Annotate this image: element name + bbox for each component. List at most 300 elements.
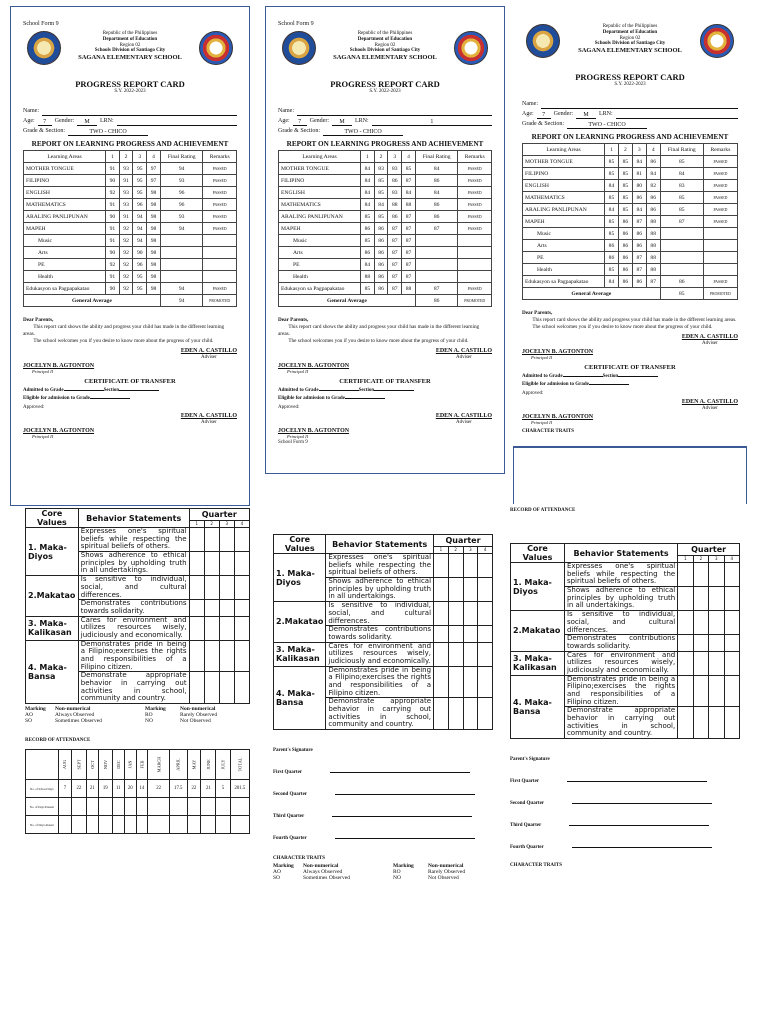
- name-label: Name:: [278, 108, 294, 114]
- quarter-rating-cell: [463, 602, 478, 626]
- grade-cell: 87: [402, 175, 416, 187]
- quarter-rating-cell: [448, 626, 463, 642]
- remarks-cell: PASSED: [703, 180, 737, 192]
- attendance-cell: [148, 816, 170, 834]
- core-values-header-row: [511, 544, 740, 556]
- grade-cell: 98: [147, 271, 161, 283]
- quarter-rating-cell: [189, 616, 204, 640]
- quarter-rating-cell: [434, 642, 449, 666]
- grade-label: Grade & Section:: [278, 128, 320, 134]
- marking-entry: Rarely Observed: [180, 712, 218, 719]
- grade-cell: 85: [605, 228, 619, 240]
- quarter-rating-cell: [204, 616, 219, 640]
- grades-row: [523, 276, 738, 288]
- quarter-rating-cell: [434, 554, 449, 578]
- signature-line: [335, 794, 475, 795]
- attendance-cell: [99, 798, 112, 816]
- learning-area: ENGLISH: [523, 180, 605, 192]
- attendance-month-header: [216, 750, 230, 780]
- core-value-name: 1. Maka-Diyos: [274, 554, 326, 602]
- quarter-number: 3: [219, 520, 234, 527]
- remarks-cell: PASSED: [203, 199, 237, 211]
- quarter-rating-cell: [463, 578, 478, 602]
- grade-cell: 93: [119, 163, 133, 175]
- grade-cell: [415, 247, 458, 259]
- attendance-month-header: [99, 750, 112, 780]
- approved-label: Approved:: [522, 391, 544, 397]
- marking-entry: AO: [273, 869, 281, 876]
- school-seal-icon: [199, 31, 233, 65]
- month-label: APRIL: [175, 758, 181, 771]
- core-value-row: [274, 642, 493, 666]
- grade-cell: 84: [632, 156, 646, 168]
- school-year: S.Y. 2022-2023: [114, 89, 146, 94]
- remarks-cell: [203, 235, 237, 247]
- learning-area: MATHEMATICS: [279, 199, 361, 211]
- grade-cell: 86: [605, 240, 619, 252]
- quarter-rating-cell: [678, 587, 693, 611]
- age-label: Age:: [278, 118, 290, 124]
- grade-cell: 86: [374, 283, 388, 295]
- attendance-month-header: [72, 750, 86, 780]
- month-label: SEPT: [76, 759, 82, 770]
- attendance-cell: [136, 798, 148, 816]
- attendance-table: [25, 749, 250, 834]
- quarter-number: 3: [463, 546, 478, 553]
- core-values-table: [273, 534, 493, 730]
- quarter-rating-cell: [434, 698, 449, 730]
- learning-area: MATHEMATICS: [24, 199, 106, 211]
- grade-cell: 84: [374, 199, 388, 211]
- grades-header-row: [24, 151, 237, 163]
- grade-cell: 94: [160, 163, 203, 175]
- school-name: SAGANA ELEMENTARY SCHOOL: [78, 54, 182, 61]
- grade-cell: 86: [646, 204, 660, 216]
- grade-cell: 90: [106, 283, 120, 295]
- learning-area: Health: [523, 264, 605, 276]
- grade-cell: 87: [632, 264, 646, 276]
- letter-paragraph: This report card shows the ability and progress your child has made in the different learning areas.: [23, 324, 225, 338]
- grade-cell: 84: [361, 259, 375, 271]
- quarter-label: Second Quarter: [273, 792, 308, 798]
- month-label: JULY: [220, 759, 226, 770]
- quarter-rating-cell: [724, 611, 739, 635]
- learning-area: MOTHER TONGUE: [523, 156, 605, 168]
- gender-value: M: [576, 110, 596, 119]
- core-value-name: 2.Makatao: [511, 611, 565, 651]
- learning-area: MAPEH: [279, 223, 361, 235]
- grade-cell: 86: [388, 175, 402, 187]
- behavior-statement: Is sensitive to individual, social, and cultural differences.: [78, 576, 189, 600]
- quarter-rating-cell: [478, 602, 493, 626]
- quarter-label: Third Quarter: [273, 814, 305, 820]
- grade-cell: [160, 247, 203, 259]
- learning-area: ENGLISH: [24, 187, 106, 199]
- general-average-row: [279, 295, 492, 307]
- grade-cell: 86: [632, 228, 646, 240]
- quarter-rating-cell: [724, 587, 739, 611]
- grades-row: [279, 271, 492, 283]
- core-value-row: [511, 611, 740, 635]
- remarks-cell: PASSED: [203, 223, 237, 235]
- report-card-3: [510, 6, 750, 506]
- adviser-role: Adviser: [455, 355, 472, 361]
- header-line: Department of Education: [602, 29, 658, 35]
- grade-cell: 87: [632, 216, 646, 228]
- principal-role: Principal II: [531, 355, 553, 361]
- quarter-number: 3: [709, 555, 724, 562]
- general-average-value: 94: [160, 295, 203, 307]
- remarks-cell: PASSED: [458, 223, 492, 235]
- grades-column-header: Final Rating: [160, 151, 203, 163]
- learning-area: Edukasyon sa Pagpapakatao: [523, 276, 605, 288]
- attendance-row-label: No. of Days Present: [26, 798, 59, 816]
- adviser-name: EDEN A. CASTILLO: [681, 334, 738, 341]
- behavior-statement: Shows adherence to ethical principles by upholding truth in all undertakings.: [78, 552, 189, 576]
- quarter-rating-cell: [448, 666, 463, 698]
- name-label: Name:: [23, 108, 39, 114]
- attendance-cell: [125, 816, 137, 834]
- marking-heading: Marking: [393, 863, 414, 870]
- grade-cell: 86: [388, 211, 402, 223]
- attendance-month-header: [112, 750, 125, 780]
- grade-cell: 98: [147, 259, 161, 271]
- age-label: Age:: [23, 118, 35, 124]
- remarks-cell: PASSED: [203, 187, 237, 199]
- core-value-name: 4. Maka-Bansa: [511, 675, 565, 739]
- quarter-rating-cell: [234, 600, 249, 616]
- character-traits-label: CHARACTER TRAITS: [273, 856, 326, 862]
- attendance-month-header: [201, 750, 216, 780]
- core-value-name: 3. Maka-Kalikasan: [26, 616, 79, 640]
- quarter-header: Quarter: [189, 509, 249, 521]
- grades-column-header: Learning Areas: [523, 144, 605, 156]
- grades-table: [278, 150, 492, 307]
- quarter-rating-cell: [463, 626, 478, 642]
- grades-row: [523, 192, 738, 204]
- learning-area: Music: [24, 235, 106, 247]
- certificate-title: CERTIFICATE OF TRANSFER: [339, 378, 431, 386]
- learning-area: ARALING PANLIPUNAN: [24, 211, 106, 223]
- grade-cell: 98: [147, 187, 161, 199]
- core-values-table: [25, 508, 250, 704]
- name-value: [541, 100, 738, 109]
- name-value: [42, 107, 237, 116]
- grade-cell: 87: [388, 247, 402, 259]
- quarter-label: Fourth Quarter: [510, 845, 544, 851]
- student-info: [23, 106, 237, 136]
- grade-cell: 92: [106, 259, 120, 271]
- quarter-rating-cell: [219, 640, 234, 672]
- month-label: DEC: [115, 759, 121, 769]
- age-value: 7: [293, 117, 307, 126]
- core-value-row: [26, 576, 250, 600]
- grade-cell: [660, 252, 703, 264]
- quarter-rating-cell: [234, 640, 249, 672]
- report-card-1: [10, 6, 250, 506]
- attendance-cell: 14: [136, 780, 148, 798]
- remarks-cell: PASSED: [458, 199, 492, 211]
- grade-cell: 98: [147, 211, 161, 223]
- core-value-name: 4. Maka-Bansa: [26, 640, 79, 704]
- school-name: SAGANA ELEMENTARY SCHOOL: [578, 47, 682, 54]
- student-info: [522, 99, 738, 129]
- attendance-cell: 5: [216, 780, 230, 798]
- quarter-rating-cell: [709, 635, 724, 651]
- grade-cell: 87: [402, 271, 416, 283]
- attendance-cell: [112, 798, 125, 816]
- grade-cell: 85: [605, 168, 619, 180]
- grades-row: [523, 216, 738, 228]
- grade-cell: 92: [119, 223, 133, 235]
- school-year: S.Y. 2022-2023: [614, 82, 646, 87]
- learning-area: Edukasyon sa Pagpapakatao: [279, 283, 361, 295]
- core-values-header-row: [26, 509, 250, 521]
- signature-line: [332, 816, 472, 817]
- behavior-statement: Demonstrates contributions towards solidarity.: [326, 626, 434, 642]
- attendance-cell: 22: [72, 780, 86, 798]
- grade-cell: 91: [106, 199, 120, 211]
- grade-cell: 87: [388, 259, 402, 271]
- grade-cell: 84: [605, 276, 619, 288]
- marking-entry: NO: [145, 718, 153, 725]
- attendance-cell: [86, 798, 99, 816]
- behavior-statement: Demonstrates contributions towards solidarity.: [78, 600, 189, 616]
- parent-signature-line: [273, 806, 493, 828]
- header-line: Schools Division of Santiago City: [94, 48, 166, 54]
- remarks-cell: PASSED: [703, 216, 737, 228]
- attendance-cell: [99, 816, 112, 834]
- marking-entry: SO: [273, 875, 281, 882]
- attendance-cell: 17.5: [170, 780, 187, 798]
- learning-area: PE: [279, 259, 361, 271]
- principal-signature-2: [278, 428, 492, 440]
- header-line: Schools Division of Santiago City: [594, 41, 666, 47]
- attendance-month-header: [136, 750, 148, 780]
- principal-signature: [23, 363, 237, 375]
- core-values-page-1: [25, 508, 250, 834]
- grades-row: [523, 204, 738, 216]
- remarks-cell: [203, 247, 237, 259]
- letter-paragraph: The school welcomes you if you desire to know more about the progress of your child.: [33, 338, 214, 345]
- remarks-cell: PASSED: [203, 283, 237, 295]
- marking-heading: Marking: [25, 706, 46, 713]
- remarks-cell: PASSED: [703, 156, 737, 168]
- grade-cell: 87: [388, 271, 402, 283]
- gender-label: Gender:: [54, 118, 74, 124]
- grades-row: [24, 199, 237, 211]
- quarter-rating-cell: [434, 666, 449, 698]
- age-value: 7: [537, 110, 551, 119]
- behavior-statement: Demonstrates pride in being a Filipino;exercises the rights and responsibilities of a Filipino citizen.: [564, 675, 677, 707]
- quarter-rating-cell: [448, 698, 463, 730]
- grade-cell: 87: [660, 216, 703, 228]
- marking-entry: Not Observed: [180, 718, 211, 725]
- grades-column-header: Remarks: [458, 151, 492, 163]
- quarter-rating-cell: [463, 666, 478, 698]
- grade-cell: 95: [133, 271, 147, 283]
- attendance-cell: [72, 798, 86, 816]
- quarter-rating-cell: [709, 587, 724, 611]
- grades-column-header: 1: [106, 151, 120, 163]
- attendance-cell: 22: [187, 780, 201, 798]
- grade-cell: 88: [646, 240, 660, 252]
- character-traits-label: CHARACTER TRAITS: [522, 429, 575, 435]
- grade-cell: 85: [361, 283, 375, 295]
- form-label: School Form 9: [23, 21, 59, 27]
- adviser-role: Adviser: [701, 406, 718, 412]
- quarter-rating-cell: [189, 672, 204, 704]
- adviser-name: EDEN A. CASTILLO: [681, 399, 738, 406]
- learning-area: Music: [523, 228, 605, 240]
- quarter-rating-cell: [478, 666, 493, 698]
- gender-value: M: [332, 117, 352, 126]
- grade-cell: 94: [160, 223, 203, 235]
- attendance-title: RECORD OF ATTENDANCE: [510, 508, 576, 513]
- attendance-month-header: [230, 750, 249, 780]
- certificate-title: CERTIFICATE OF TRANSFER: [84, 378, 176, 386]
- attendance-cell: 201.5: [230, 780, 249, 798]
- grades-row: [523, 168, 738, 180]
- grade-cell: 95: [133, 283, 147, 295]
- grade-cell: [660, 264, 703, 276]
- quarter-number: 1: [189, 520, 204, 527]
- grade-cell: 84: [361, 187, 375, 199]
- grade-cell: 92: [119, 283, 133, 295]
- grade-cell: 85: [618, 204, 632, 216]
- grade-cell: 85: [605, 264, 619, 276]
- grade-cell: 96: [160, 199, 203, 211]
- grade-cell: [160, 259, 203, 271]
- quarter-rating-cell: [219, 600, 234, 616]
- core-values-header-row: [274, 535, 493, 547]
- learning-area: MAPEH: [523, 216, 605, 228]
- grade-cell: [415, 259, 458, 271]
- grade-cell: 91: [106, 223, 120, 235]
- school-seal-icon: [454, 31, 488, 65]
- learning-area: FILIPINO: [279, 175, 361, 187]
- quarter-rating-cell: [724, 635, 739, 651]
- quarter-rating-cell: [709, 651, 724, 675]
- attendance-row-label: No. of School Days: [26, 780, 59, 798]
- principal-name: JOCELYN B. AGTONTON: [278, 428, 350, 435]
- remarks-cell: PASSED: [458, 175, 492, 187]
- quarter-rating-cell: [234, 528, 249, 552]
- core-value-row: [26, 616, 250, 640]
- remarks-cell: PASSED: [203, 163, 237, 175]
- lrn-value: [117, 117, 237, 126]
- learning-area: Edukasyon sa Pagpapakatao: [24, 283, 106, 295]
- adviser-signature: [522, 334, 738, 346]
- grade-cell: 95: [133, 163, 147, 175]
- quarter-rating-cell: [219, 552, 234, 576]
- grade-cell: 84: [361, 163, 375, 175]
- grade-cell: 85: [361, 235, 375, 247]
- grades-column-header: 4: [147, 151, 161, 163]
- grade-cell: 85: [660, 192, 703, 204]
- age-value: 7: [38, 117, 52, 126]
- quarter-rating-cell: [463, 554, 478, 578]
- remarks-cell: [203, 259, 237, 271]
- adviser-role: Adviser: [200, 355, 217, 361]
- grades-column-header: 3: [133, 151, 147, 163]
- quarter-rating-cell: [709, 707, 724, 739]
- quarter-number: 2: [204, 520, 219, 527]
- attendance-cell: [170, 798, 187, 816]
- quarter-rating-cell: [678, 707, 693, 739]
- section-label: Section: [602, 374, 619, 380]
- adviser-signature-2: [522, 399, 738, 411]
- grade-cell: 84: [605, 204, 619, 216]
- learning-area: FILIPINO: [523, 168, 605, 180]
- behavior-statement: Demonstrate appropriate behavior in carrying out activities in school, community and country.: [78, 672, 189, 704]
- behavior-header: Behavior Statements: [78, 509, 189, 528]
- marking-entry: Sometimes Observed: [55, 718, 102, 725]
- grade-cell: 86: [618, 216, 632, 228]
- principal-signature: [278, 363, 492, 375]
- grade-cell: 86: [618, 240, 632, 252]
- learning-area: PE: [24, 259, 106, 271]
- admitted-line: [522, 371, 738, 379]
- general-average-label: General Average: [279, 295, 416, 307]
- grades-column-header: Remarks: [703, 144, 737, 156]
- attendance-cell: [72, 816, 86, 834]
- attendance-cell: 20: [125, 780, 137, 798]
- grade-cell: 88: [646, 216, 660, 228]
- learning-area: ARALING PANLIPUNAN: [279, 211, 361, 223]
- grade-cell: 97: [147, 163, 161, 175]
- grade-cell: 87: [388, 283, 402, 295]
- quarter-rating-cell: [478, 642, 493, 666]
- attendance-cell: [112, 816, 125, 834]
- report-title: REPORT ON LEARNING PROGRESS AND ACHIEVEMENT: [286, 140, 484, 148]
- eligible-line: [278, 393, 492, 401]
- quarter-rating-cell: [204, 672, 219, 704]
- quarter-rating-cell: [204, 552, 219, 576]
- remarks-cell: PASSED: [203, 175, 237, 187]
- quarter-rating-cell: [189, 576, 204, 600]
- quarter-rating-cell: [234, 552, 249, 576]
- quarter-rating-cell: [709, 611, 724, 635]
- grade-cell: 85: [605, 192, 619, 204]
- grade-cell: 85: [402, 163, 416, 175]
- behavior-statement: Expresses one's spiritual beliefs while respecting the spiritual beliefs of others.: [564, 563, 677, 587]
- attendance-title: RECORD OF ATTENDANCE: [25, 738, 91, 744]
- grade-cell: 85: [660, 204, 703, 216]
- quarter-label: First Quarter: [510, 779, 540, 785]
- signature-line: [572, 803, 712, 804]
- card-title: PROGRESS REPORT CARD: [575, 72, 685, 82]
- core-value-row: [511, 563, 740, 587]
- grade-cell: 86: [618, 228, 632, 240]
- grades-column-header: 1: [361, 151, 375, 163]
- grades-header-row: [279, 151, 492, 163]
- grade-cell: 91: [119, 211, 133, 223]
- grade-cell: 87: [402, 235, 416, 247]
- grade-cell: 84: [361, 199, 375, 211]
- grade-cell: 85: [605, 156, 619, 168]
- letter-paragraph: This report card shows the ability and progress your child has made in the different learning areas.: [278, 324, 480, 338]
- grades-row: [279, 199, 492, 211]
- quarter-rating-cell: [678, 635, 693, 651]
- quarter-rating-cell: [189, 640, 204, 672]
- quarter-rating-cell: [219, 616, 234, 640]
- grade-cell: 86: [415, 199, 458, 211]
- quarter-rating-cell: [219, 576, 234, 600]
- adviser-signature-2: [278, 413, 492, 425]
- quarter-rating-cell: [204, 576, 219, 600]
- grade-cell: [160, 235, 203, 247]
